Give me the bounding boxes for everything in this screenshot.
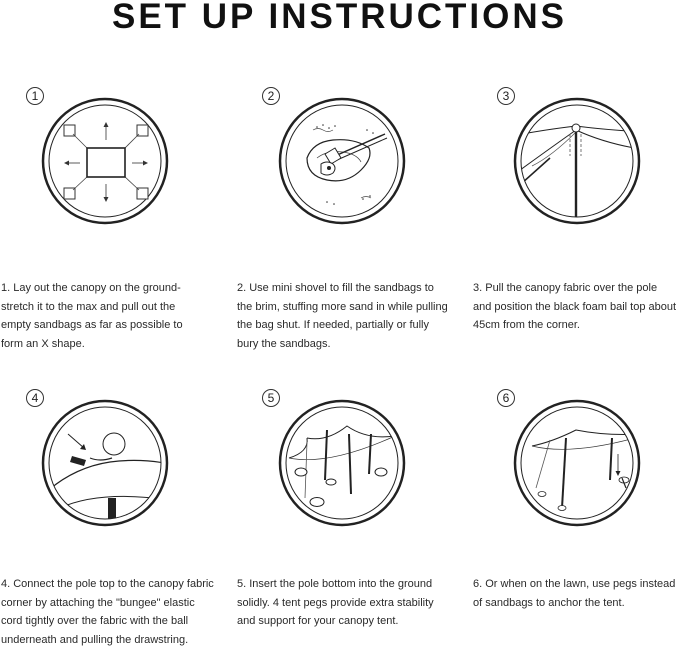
step-description: 4. Connect the pole top to the canopy fabric corner by attaching the "bungee" elastic cord tightly over the fabric with the ball underneath and pulling the drawstring. [1,578,214,646]
sandbag-shovel-icon [277,96,407,226]
step-description: 2. Use mini shovel to fill the sandbags to the brim, stuffing more sand in while pulling the bag shut. If needed, partially or fully bury the sandbags. [237,282,448,350]
canopy-x-layout-icon [40,96,170,226]
step-description: 5. Insert the pole bottom into the ground solidly. 4 tent pegs provide extra stability and support for your canopy tent. [237,578,434,627]
step-description: 1. Lay out the canopy on the ground-stretch it to the max and pull out the empty sandbags as far as possible to form an X shape. [1,282,183,350]
step-number-badge: 6 [497,389,515,407]
pole-under-fabric-icon [512,96,642,226]
step-number-badge: 3 [497,87,515,105]
step-number-badge: 4 [26,389,44,407]
step-description: 3. Pull the canopy fabric over the pole and position the black foam bail top about 45cm from the corner. [473,282,677,331]
step-description: 6. Or when on the lawn, use pegs instead of sandbags to anchor the tent. [473,578,676,609]
step-number-badge: 5 [262,389,280,407]
step-number-badge: 2 [262,87,280,105]
tent-with-sandbags-icon [277,398,407,528]
bungee-cord-icon [40,398,170,528]
tent-with-pegs-icon [512,398,642,528]
page-title: SET UP INSTRUCTIONS [111,0,567,36]
step-number-badge: 1 [26,87,44,105]
